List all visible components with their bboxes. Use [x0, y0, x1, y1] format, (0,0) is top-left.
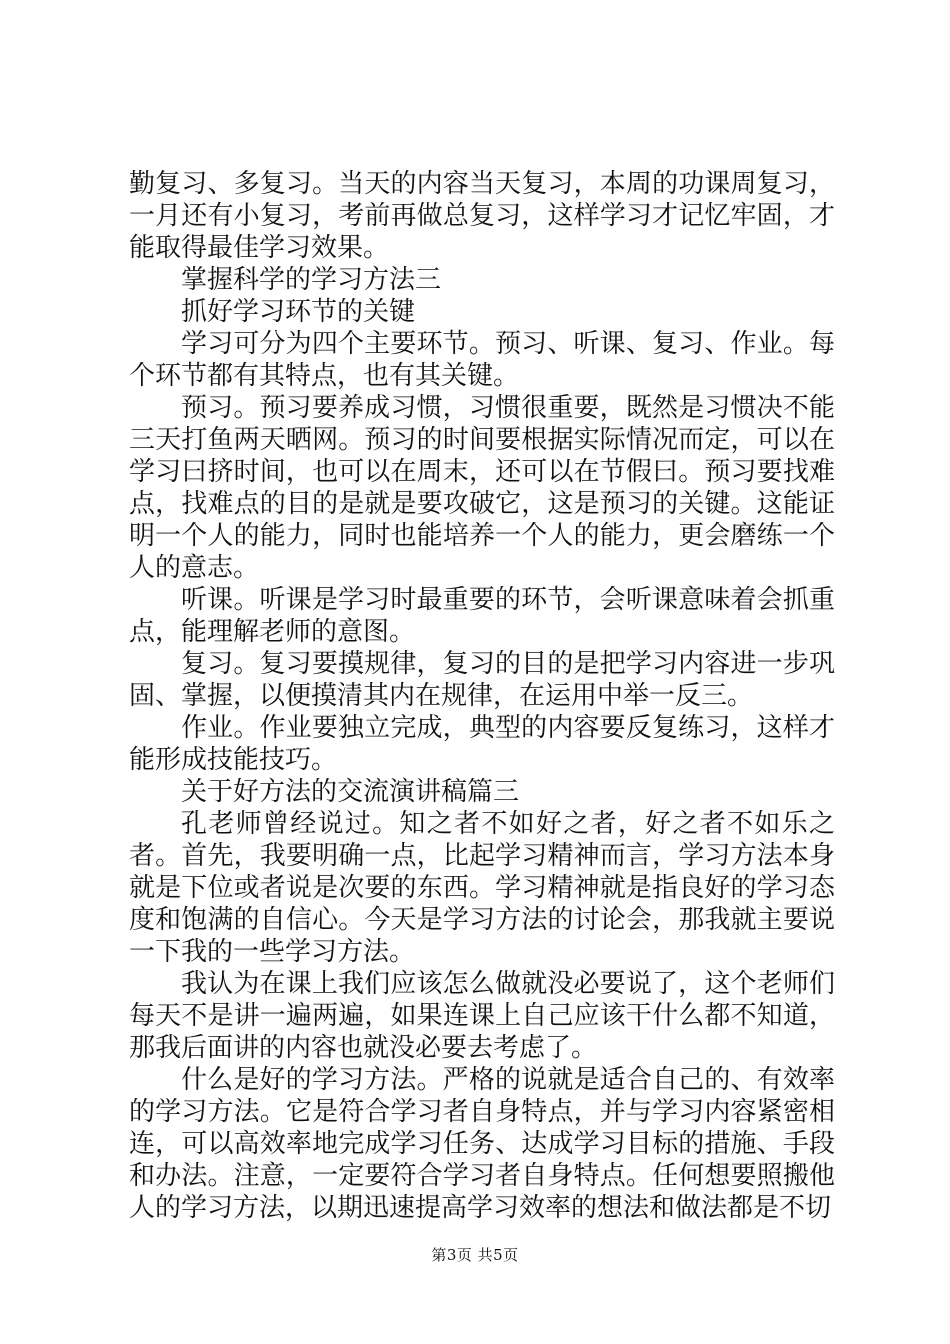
paragraph-listening: 听课。听课是学习时最重要的环节，会听课意味着会抓重点，能理解老师的意图。 [129, 585, 835, 647]
paragraph-1: 勤复习、多复习。当天的内容当天复习，本周的功课周复习，一月还有小复习，考前再做总复习，这样学习才记忆牢固，才能取得最佳学习效果。 [129, 169, 835, 263]
section-subheading-key-steps: 抓好学习环节的关键 [181, 297, 416, 327]
paragraph-review: 复习。复习要摸规律，复习的目的是把学习内容进一步巩固、掌握，以便摸清其内在规律，在运用中举一反三。 [129, 649, 835, 711]
paragraph-preview: 预习。预习要养成习惯，习惯很重要，既然是习惯决不能三天打鱼两天晒网。预习的时间要根据实际情况而定，可以在学习曰挤时间，也可以在周末，还可以在节假曰。预习要找难点，找难点的目的是就是要攻破它，这是预习的关键。这能证明一个人的能力，同时也能培养一个人的能力，更会磨练一个人的意志。 [129, 393, 835, 583]
paragraph-four-steps: 学习可分为四个主要环节。预习、听课、复习、作业。每个环节都有其特点，也有其关键。 [129, 329, 835, 391]
page-number-footer: 第3页 共5页 [431, 1246, 519, 1264]
paragraph-good-method: 什么是好的学习方法。严格的说就是适合自己的、有效率的学习方法。它是符合学习者自身特点，并与学习内容紧密相连，可以高效率地完成学习任务、达成学习目标的措施、手段和办法。注意，一定要符合学习者自身特点。任何想要照搬他人的学习方法，以期迅速提高学习效率的想法和做法都是不切 [129, 1065, 835, 1223]
paragraph-in-class: 我认为在课上我们应该怎么做就没必要说了，这个老师们每天不是讲一遍两遍，如果连课上自己应该干什么都不知道，那我后面讲的内容也就没必要去考虑了。 [129, 969, 835, 1063]
document-body [129, 168, 835, 1224]
paragraph-homework: 作业。作业要独立完成，典型的内容要反复练习，这样才能形成技能技巧。 [129, 713, 835, 775]
section-heading-method-three: 掌握科学的学习方法三 [181, 265, 442, 295]
section-heading-speech-three: 关于好方法的交流演讲稿篇三 [181, 777, 520, 807]
paragraph-confucius: 孔老师曾经说过。知之者不如好之者，好之者不如乐之者。首先，我要明确一点，比起学习精神而言，学习方法本身就是下位或者说是次要的东西。学习精神就是指良好的学习态度和饱满的自信心。今天是学习方法的讨论会，那我就主要说一下我的一些学习方法。 [129, 809, 835, 967]
